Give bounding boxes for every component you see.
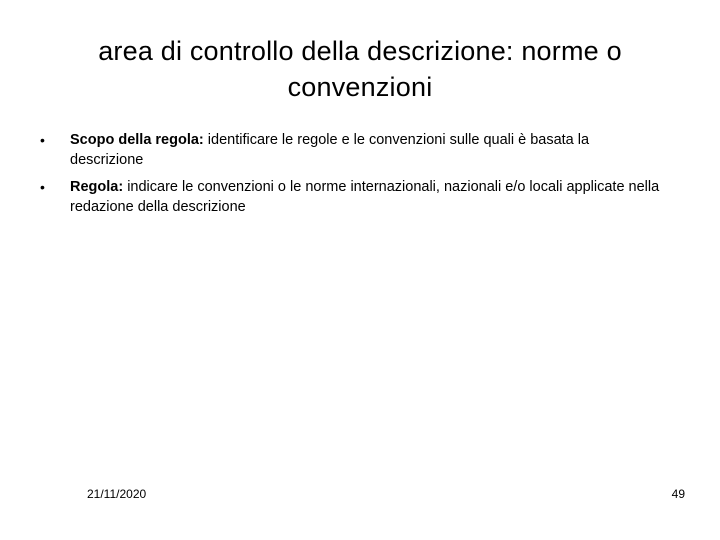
bullet-list [40,130,660,224]
bullet-text: indicare le convenzioni o le norme internazionali, nazionali e/o locali applicate nella redazione della descrizione [70,179,660,215]
footer-date: 21/11/2020 [87,487,147,501]
bullet-icon: • [40,179,45,195]
bullet-item-regola [40,177,660,217]
bullet-text: identificare le regole e le convenzioni sulle quali è basata la descrizione [70,132,590,168]
bullet-item-scopo [40,130,660,170]
slide-title: area di controllo della descrizione: norme o convenzioni [98,36,622,102]
bullet-label: Regola: [70,179,124,195]
page-number: 49 [671,487,685,501]
bullet-icon: • [40,132,45,148]
bullet-label: Scopo della regola: [70,132,204,148]
